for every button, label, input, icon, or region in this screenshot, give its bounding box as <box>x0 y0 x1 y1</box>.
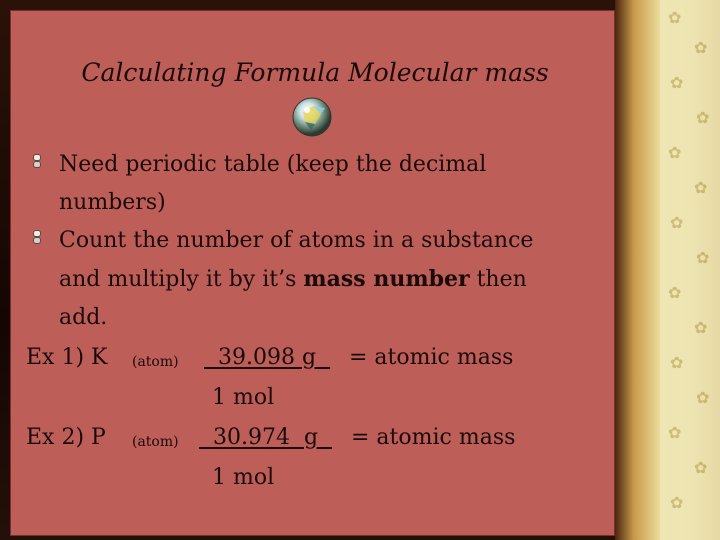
flower-icon: ✿ <box>696 248 710 267</box>
bullet-icon <box>34 155 40 168</box>
example-1 <box>26 339 609 379</box>
flower-icon: ✿ <box>670 353 684 372</box>
bold-term: mass number <box>303 266 470 292</box>
flower-icon: ✿ <box>668 423 682 442</box>
flower-icon: ✿ <box>670 73 684 92</box>
flower-icon: ✿ <box>668 283 682 302</box>
example-denominator: 1 mol <box>212 465 275 490</box>
example-numerator: 30.974 g <box>199 425 333 450</box>
example-equals: = atomic mass <box>349 345 514 370</box>
example-tag: (atom) <box>132 434 179 450</box>
bullet-item <box>34 146 609 222</box>
example-equals: = atomic mass <box>351 425 516 450</box>
example-tag: (atom) <box>132 354 179 370</box>
bullet-icon <box>34 231 40 244</box>
flower-icon: ✿ <box>694 458 708 477</box>
bullet-text-part: and multiply it by it’s <box>59 267 304 292</box>
flower-icon: ✿ <box>694 318 708 337</box>
flower-icon: ✿ <box>694 38 708 57</box>
bullet-text: Need periodic table (keep the decimal <box>59 152 487 177</box>
bullet-text: add. <box>59 305 108 330</box>
bullet-text: numbers) <box>59 190 166 215</box>
flower-icon: ✿ <box>668 8 682 27</box>
example-denominator: 1 mol <box>212 385 275 410</box>
bullet-text <box>59 260 609 299</box>
flower-icon: ✿ <box>670 493 684 512</box>
example-2 <box>26 419 609 459</box>
crystal-ball-icon <box>291 96 333 138</box>
example-1-denominator-row <box>34 379 609 419</box>
floral-pattern <box>660 0 720 540</box>
slide-title: Calculating Formula Molecular mass <box>81 58 549 87</box>
flower-icon: ✿ <box>694 178 708 197</box>
example-label: Ex 2) P <box>26 425 106 450</box>
flower-icon: ✿ <box>668 143 682 162</box>
bullet-item <box>34 222 609 337</box>
example-label: Ex 1) K <box>26 345 108 370</box>
bullet-text: Count the number of atoms in a substance <box>59 228 534 253</box>
slide-body <box>26 146 609 499</box>
flower-icon: ✿ <box>670 213 684 232</box>
flower-icon: ✿ <box>696 388 710 407</box>
flower-icon: ✿ <box>696 108 710 127</box>
example-numerator: 39.098 g <box>204 345 331 370</box>
example-2-denominator-row <box>34 459 609 499</box>
bullet-text-part: then <box>469 267 527 292</box>
